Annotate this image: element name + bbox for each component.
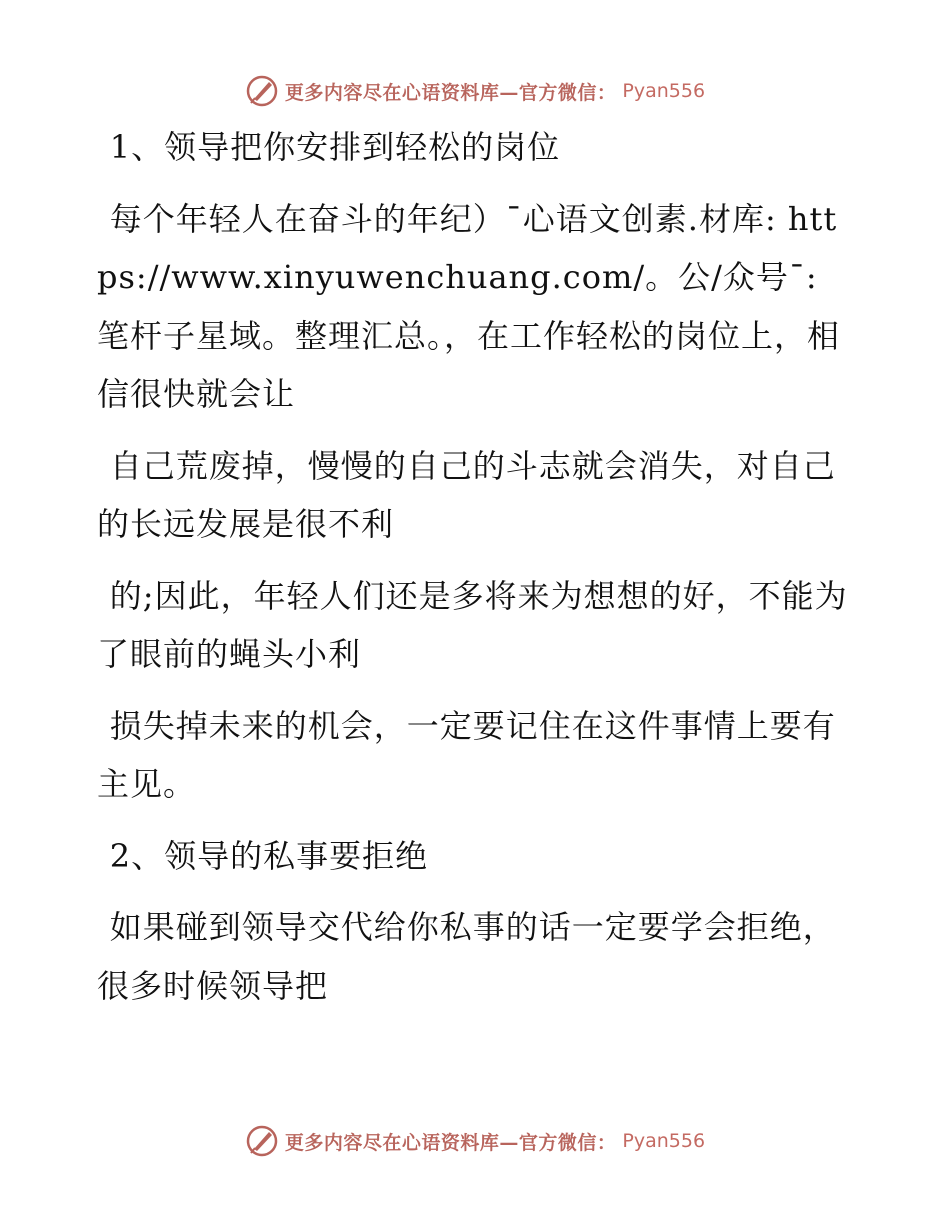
watermark-wechat-id: Pyan556 bbox=[622, 1130, 706, 1152]
watermark-text: 更多内容尽在心语资料库—官方微信： bbox=[284, 81, 617, 104]
body-paragraph: 的;因此，年轻人们还是多将来为想想的好，不能为了眼前的蝇头小利 bbox=[97, 576, 848, 673]
footer-watermark bbox=[0, 1122, 950, 1160]
quill-pen-logo-icon bbox=[245, 1124, 279, 1158]
body-paragraph: 损失掉未来的机会，一定要记住在这件事情上要有主见。 bbox=[97, 706, 836, 803]
body-paragraph: 如果碰到领导交代给你私事的话一定要学会拒绝，很多时候领导把 bbox=[97, 908, 836, 1005]
watermark-text: 更多内容尽在心语资料库—官方微信： bbox=[284, 1131, 617, 1154]
section-heading-2: 2、领导的私事要拒绝 bbox=[109, 836, 429, 875]
section-heading-1: 1、领导把你安排到轻松的岗位 bbox=[109, 128, 561, 166]
watermark-wechat-id: Pyan556 bbox=[622, 80, 706, 102]
body-paragraph: 自己荒废掉，慢慢的自己的斗志就会消失，对自己的长远发展是很不利 bbox=[97, 446, 836, 543]
body-paragraph: 每个年轻人在奋斗的年纪）¯心语文创素.材库: https://www.xinyuwenchuang.com/。公/众号¯: 笔杆子星域。整理汇总。，在工作轻松的岗位上，相信很快就会让 bbox=[97, 199, 841, 413]
quill-pen-logo-icon bbox=[245, 74, 279, 108]
header-watermark bbox=[0, 72, 950, 110]
document-body bbox=[97, 118, 857, 1015]
